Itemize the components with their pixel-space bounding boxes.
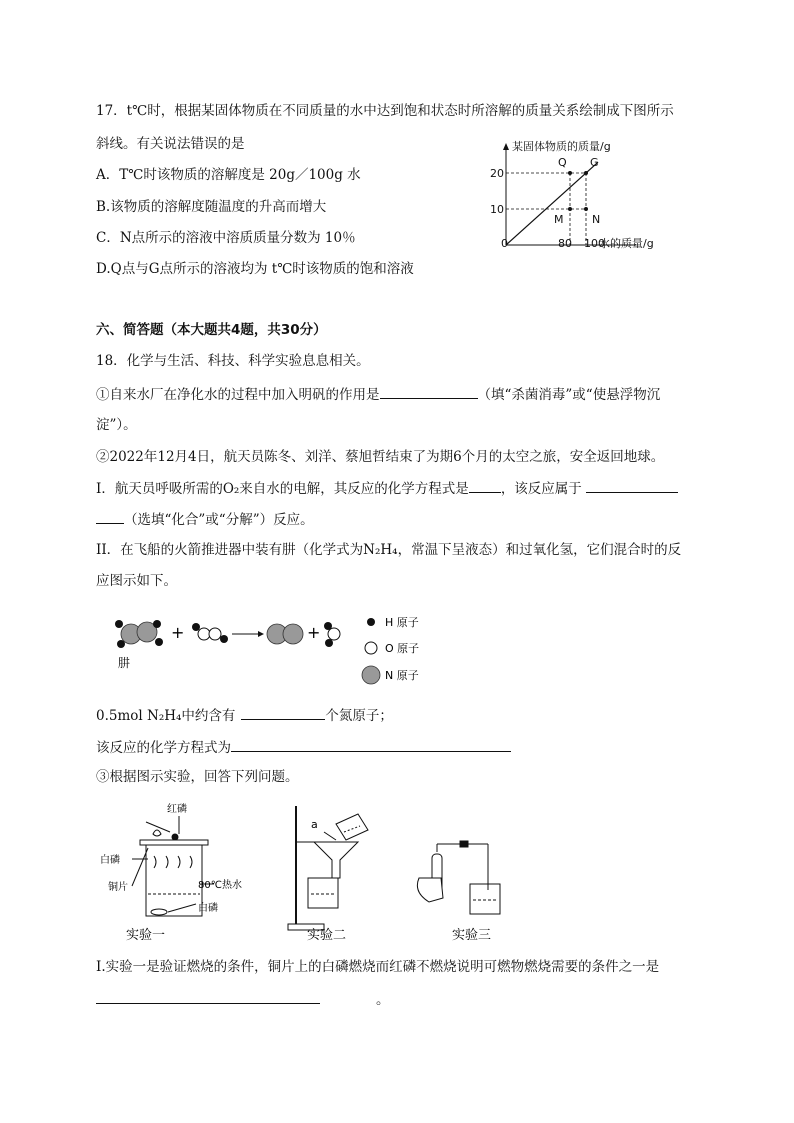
water-molecule: [324, 622, 340, 647]
plus-sign-2: +: [307, 623, 321, 642]
saturation-line: [506, 162, 601, 245]
y-axis-arrow: [503, 143, 509, 150]
peroxide-molecule: [192, 623, 228, 643]
legend-o: O 原子: [385, 642, 420, 655]
q18-last-answer: 。: [96, 989, 390, 1010]
point-G: [584, 171, 588, 175]
hydrazine-molecule: [115, 620, 163, 648]
nitrogen-molecule: [267, 624, 303, 644]
experiment-2: [288, 806, 368, 930]
exp2-label-a: a: [311, 818, 318, 831]
x-tick-100: 100: [584, 237, 605, 250]
q18-part1-cont: 淀”）。: [96, 417, 137, 433]
q18-part3: ③根据图示实验，回答下列问题。: [96, 769, 299, 785]
q18-last-question: I.实验一是验证燃烧的条件，铜片上的白磷燃烧而红磷不燃烧说明可燃物燃烧需要的条件之一是: [96, 959, 660, 975]
q17-option-d: D.Q点与G点所示的溶液均为 t℃时该物质的饱和溶液: [96, 261, 414, 277]
y-axis-label: 某固体物质的质量/g: [512, 140, 611, 153]
exp1-white-phosphorus-2: 白磷: [198, 903, 218, 914]
caption-experiment-1: 实验一: [126, 928, 166, 943]
experiment-3: [417, 841, 500, 914]
legend-n: N 原子: [385, 669, 419, 682]
answer-blank-2[interactable]: [469, 478, 501, 493]
point-Q: [568, 171, 572, 175]
q18-sub-i-cont: （选填“化合”或“分解”）反应。: [96, 509, 314, 530]
answer-blank-1[interactable]: [380, 384, 478, 399]
q18-sub-i: I．航天员呼吸所需的O₂来自水的电解，其反应的化学方程式是 ，该反应属于: [96, 478, 678, 499]
q18-moles: 0.5mol N₂H₄中约含有 个氮原子；: [96, 705, 393, 726]
q18-stem: 18．化学与生活、科技、科学实验息息相关。: [96, 353, 370, 369]
q17-option-a: A．T℃时该物质的溶解度是 20g／100g 水: [96, 167, 361, 183]
q18-equation: 该反应的化学方程式为: [96, 737, 511, 758]
q17-option-c: C．N点所示的溶液中溶质质量分数为 10％: [96, 230, 356, 246]
experiment-1: [132, 816, 214, 916]
exp1-red-phosphorus: 红磷: [167, 804, 187, 815]
answer-blank-3a[interactable]: [586, 478, 678, 493]
experiment-figures: [96, 796, 536, 946]
point-label-M: M: [554, 213, 564, 226]
q18-sub-ii-cont: 应图示如下。: [96, 573, 177, 589]
caption-experiment-3: 实验三: [452, 928, 492, 943]
exp1-white-phosphorus: 白磷: [100, 855, 120, 866]
solubility-chart: [486, 135, 666, 255]
point-label-N: N: [592, 213, 601, 226]
x-tick-80: 80: [558, 237, 572, 250]
reaction-diagram: [100, 605, 440, 695]
q17-stem-line1: 17．t℃时，根据某固体物质在不同质量的水中达到饱和状态时所溶解的质量关系绘制成下图所示: [96, 103, 674, 119]
hydrazine-label: 肼: [118, 656, 131, 670]
legend-h: H 原子: [385, 616, 419, 629]
x-axis-label: 水的质量/g: [599, 237, 654, 250]
caption-experiment-2: 实验二: [307, 928, 347, 943]
y-tick-10: 10: [490, 203, 504, 216]
q17-option-b: B.该物质的溶解度随温度的升高而增大: [96, 199, 327, 215]
plus-sign-1: +: [171, 623, 185, 642]
q17-stem-line2: 斜线。有关说法错误的是: [96, 136, 245, 152]
answer-blank-5[interactable]: [231, 737, 511, 752]
answer-blank-6[interactable]: [96, 989, 320, 1004]
q18-part2: ②2022年12月4日，航天员陈冬、刘洋、蔡旭哲结束了为期6个月的太空之旅，安全返回地球。: [96, 449, 665, 465]
origin-label: 0: [501, 237, 508, 250]
exp1-hot-water: 80℃热水: [198, 880, 242, 891]
point-N: [584, 207, 588, 211]
exp1-copper: 铜片: [108, 882, 128, 893]
y-tick-20: 20: [490, 167, 504, 180]
section-heading: 六、简答题（本大题共4题，共30分）: [96, 322, 327, 338]
legend: [362, 616, 419, 684]
answer-blank-3b[interactable]: [96, 509, 124, 524]
q18-sub-ii: II．在飞船的火箭推进器中装有肼（化学式为N₂H₄，常温下呈液态）和过氧化氢，它们混合时的反: [96, 542, 682, 558]
point-label-G: G: [590, 156, 599, 169]
q18-part1: ①自来水厂在净化水的过程中加入明矾的作用是 （填“杀菌消毒”或“使悬浮物沉: [96, 384, 660, 405]
point-M: [568, 207, 572, 211]
point-label-Q: Q: [558, 156, 567, 169]
answer-blank-4[interactable]: [241, 705, 325, 720]
